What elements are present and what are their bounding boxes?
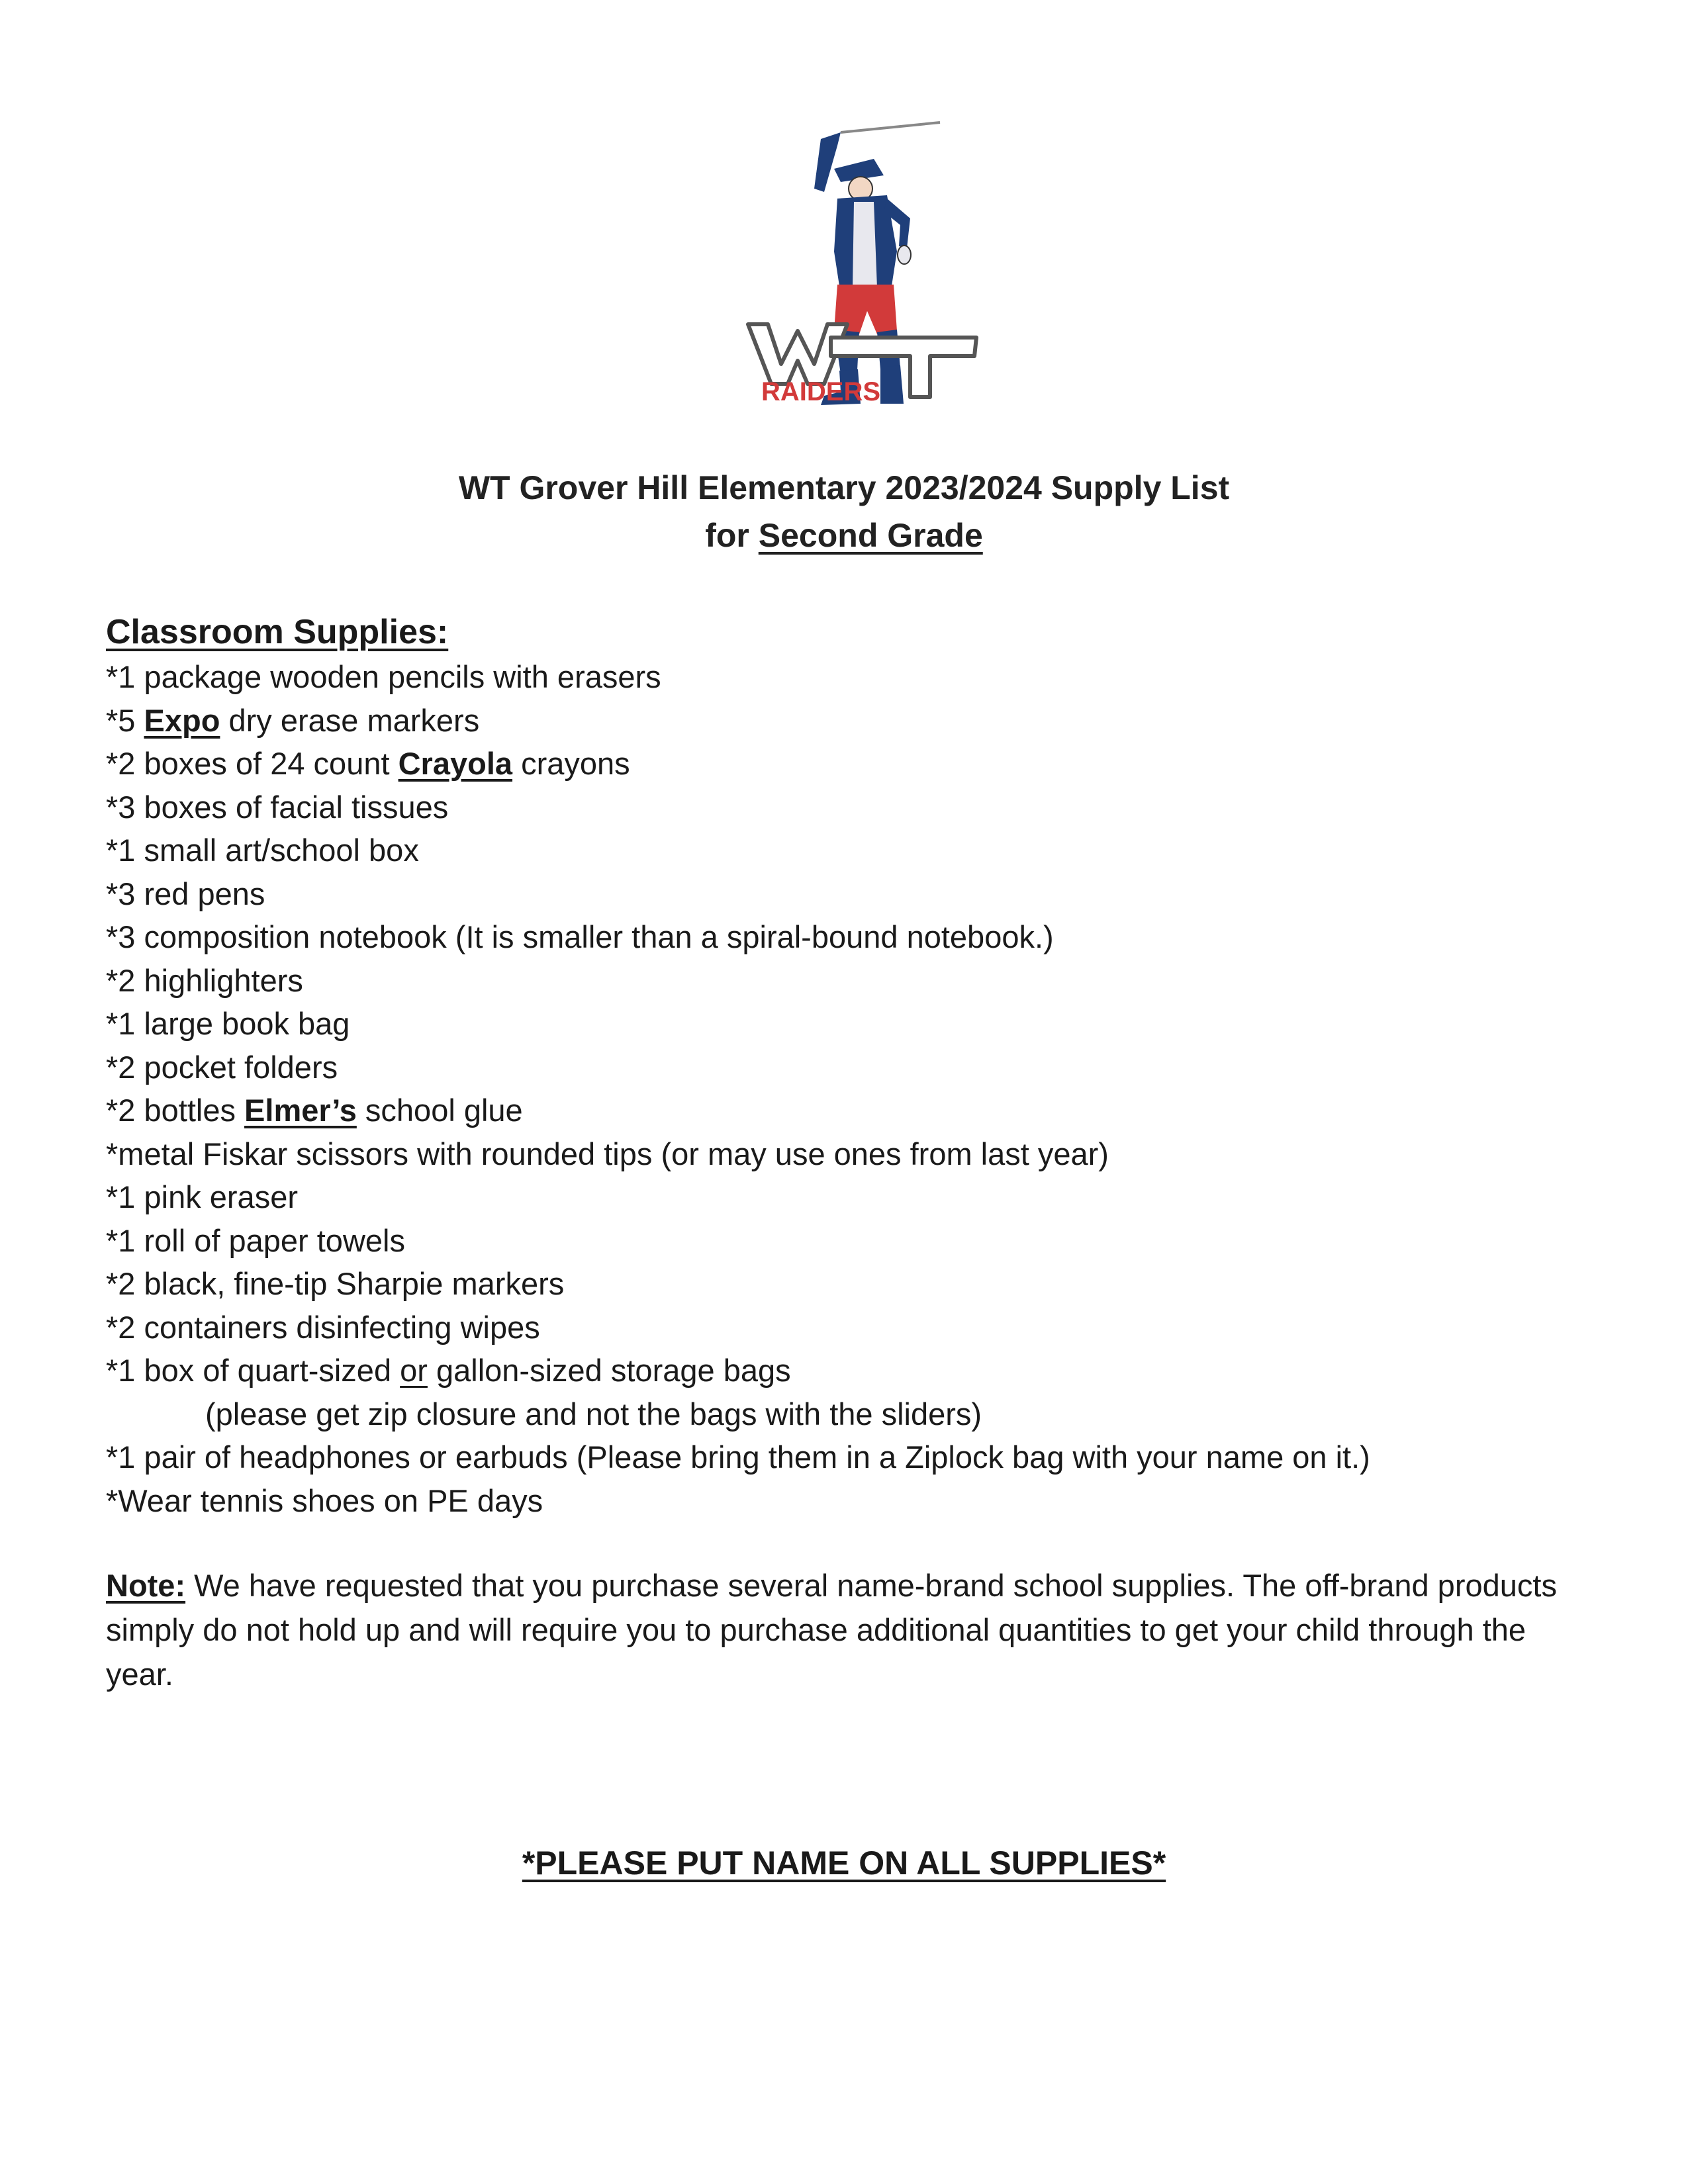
page-title: WT Grover Hill Elementary 2023/2024 Supply List (458, 469, 1230, 506)
list-item: *1 large book bag (106, 1006, 350, 1041)
note-text: We have requested that you purchase several name-brand school supplies. The off-brand products simply do not hold up and will require you to purchase additional quantities to get your child through the year. (106, 1568, 1557, 1692)
list-item: *1 roll of paper towels (106, 1222, 405, 1258)
list-item: *metal Fiskar scissors with rounded tips (or may use ones from last year) (106, 1136, 1109, 1171)
list-item (106, 1349, 1589, 1392)
list-item: *1 pink eraser (106, 1179, 298, 1214)
grade-label: Second Grade (758, 517, 983, 554)
item-qty: *2 bottles (106, 1093, 245, 1128)
item-text: *1 box of quart-sized (106, 1353, 400, 1388)
list-item: *1 small art/school box (106, 833, 419, 868)
item-text: dry erase markers (220, 702, 480, 738)
brand-elmers: Elmer’s (244, 1093, 357, 1128)
supply-content (106, 609, 1589, 1696)
list-item: *3 boxes of facial tissues (106, 789, 449, 825)
note-label: Note: (106, 1568, 186, 1603)
subtitle-prefix: for (705, 517, 759, 554)
list-item: *Wear tennis shoes on PE days (106, 1482, 543, 1518)
list-item: *3 red pens (106, 876, 265, 911)
brand-expo: Expo (144, 702, 220, 738)
or-emphasis: or (400, 1353, 428, 1388)
raider-mascot-icon (741, 119, 980, 417)
brand-crayola: Crayola (398, 746, 513, 781)
list-item (106, 699, 1589, 743)
list-item-note: (please get zip closure and not the bags with the sliders) (205, 1396, 982, 1432)
list-item (106, 742, 1589, 786)
item-qty: *5 (106, 702, 144, 738)
supply-list (106, 655, 1589, 1522)
classroom-supplies-heading: Classroom Supplies: (106, 613, 449, 651)
list-item: *1 package wooden pencils with erasers (106, 659, 661, 694)
item-text: crayons (512, 746, 630, 781)
list-item: *2 highlighters (106, 962, 303, 998)
list-item: *2 black, fine-tip Sharpie markers (106, 1266, 565, 1301)
list-item: *2 containers disinfecting wipes (106, 1309, 540, 1345)
list-item (106, 1089, 1589, 1132)
list-item: *3 composition notebook (It is smaller than a spiral-bound notebook.) (106, 919, 1054, 954)
item-text: school glue (356, 1093, 523, 1128)
wt-raiders-logo (741, 119, 980, 417)
name-on-supplies-notice: *PLEASE PUT NAME ON ALL SUPPLIES* (522, 1844, 1166, 1882)
list-item: *1 pair of headphones or earbuds (Please bring them in a Ziplock bag with your name on it.) (106, 1439, 1370, 1475)
item-qty: *2 boxes of 24 count (106, 746, 399, 781)
list-item: *2 pocket folders (106, 1049, 338, 1085)
logo-raiders-text: RAIDERS (761, 377, 881, 406)
note-paragraph (106, 1563, 1589, 1696)
item-text: gallon-sized storage bags (427, 1353, 791, 1388)
page-subtitle (0, 511, 1688, 560)
